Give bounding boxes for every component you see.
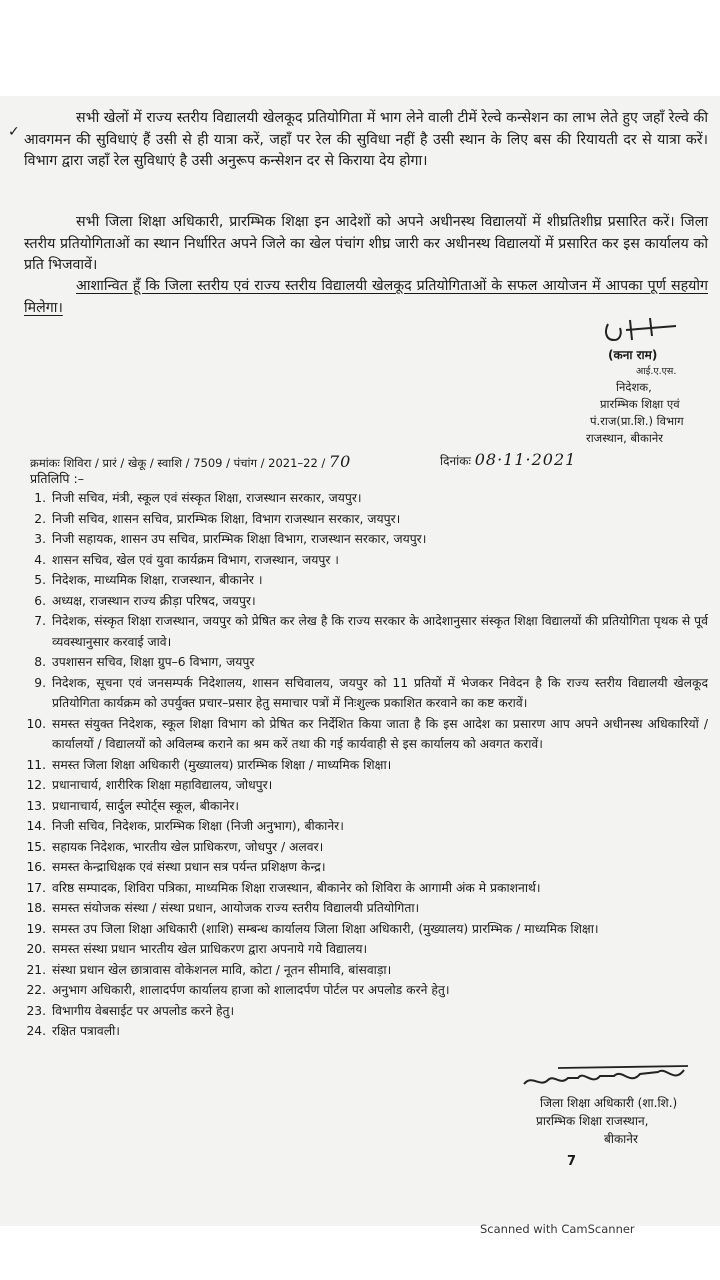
copy-recipient-number: 4. [34,552,46,567]
reference-number [30,452,351,471]
copy-recipient-item [22,857,708,878]
copy-recipient-text: अनुभाग अधिकारी, शालादर्पण कार्यालय हाजा को शालादर्पण पोर्टल पर अपलोड करने हेतु। [52,983,450,997]
copy-recipient-number: 18. [26,901,46,915]
copy-recipient-text: निजी सहायक, शासन उप सचिव, प्रारम्भिक शिक्षा विभाग, राजस्थान सरकार, जयपुर। [52,532,427,546]
copy-recipient-number: 8. [34,655,46,669]
copy-recipient-item [22,939,708,960]
paragraph-concession: सभी खेलों में राज्य स्तरीय विद्यालयी खेलकूद प्रतियोगिता में भाग लेने वाली टीमें रेल्वे कन्सेशन का लाभ लेते हुए जहाँ रेल्वे की आवगमन की सुविधाएं हैं उसी से ही यात्रा करें, जहाँ पर रेल की सुविधा नहीं है उसी स्थान के लिए बस की रियायती दर से यात्रा करें। विभाग द्वारा जहाँ रेल सुविधाएं है उसी अनुरूप कन्सेशन दर से किराया देय होगा। [24,110,708,169]
copy-recipient-number: 3. [34,532,46,546]
paragraph-cooperation: आशान्वित हूँ कि जिला स्तरीय एवं राज्य स्तरीय विद्यालयी खेलकूद प्रतियोगिताओं के सफल आयोजन में आपका पूर्ण सहयोग मिलेगा। [24,278,708,316]
copy-recipient-number: 7. [34,614,46,628]
copy-recipient-text: सहायक निदेशक, भारतीय खेल प्राधिकरण, जोधपुर / अलवर। [52,839,324,854]
copy-recipient-item [22,509,708,530]
copy-recipient-number: 2. [34,511,46,526]
copy-recipient-item [22,919,708,940]
copy-recipient-item [22,529,708,550]
copy-recipient-text: रक्षित पत्रावली। [52,1024,120,1038]
copy-recipient-number: 9. [34,675,46,690]
copy-recipient-text: निजी सचिव, निदेशक, प्रारम्भिक शिक्षा (निजी अनुभाग), बीकानेर। [52,819,344,833]
copy-recipient-number: 14. [26,819,46,833]
reference-number-text: क्रमांकः शिविरा / प्रारं / खेकू / स्वाशि / 7509 / पंचांग / 2021–22 / [30,456,326,470]
director-dept-line2: पं.राज(प्रा.शि.) विभाग [590,414,684,428]
copy-recipient-item [22,673,708,714]
director-place: राजस्थान, बीकानेर [586,431,663,445]
copy-recipient-text: प्रधानाचार्य, शारीरिक शिक्षा महाविद्यालय, जोधपुर। [52,778,273,792]
copy-recipient-number: 19. [26,921,46,936]
copy-recipient-item [22,1021,708,1042]
copy-recipient-number: 5. [34,573,46,587]
copy-recipient-item [22,816,708,837]
copy-recipient-text: निदेशक, सूचना एवं जनसम्पर्क निदेशालय, शासन सचिवालय, जयपुर को 11 प्रतियों में भेजकर निवेदन है कि राज्य स्तरीय विद्यालयी खेलकूद प्रतियोगिता कार्यक्रम को उपर्युक्त प्रचार–प्रसार हेतु समाचार पत्रों में निःशुल्क प्रकाशित करवाने का कष्ट करावें। [52,675,708,710]
date-label: दिनांकः [440,454,471,468]
copy-recipient-number: 13. [26,798,46,813]
copy-recipient-text: समस्त संयोजक संस्था / संस्था प्रधान, आयोजक राज्य स्तरीय विद्यालयी प्रतियोगिता। [52,901,420,915]
director-service: आई.ए.एस. [636,366,677,377]
copy-recipient-item [22,611,708,652]
copy-recipient-text: समस्त संस्था प्रधान भारतीय खेल प्राधिकरण द्वारा अपनाये गये विद्यालय। [52,942,368,956]
copy-recipient-item [22,960,708,981]
page-number: 7 [567,1154,577,1169]
copy-recipient-text: संस्था प्रधान खेल छात्रावास वोकेशनल मावि, कोटा / नूतन सीमावि, बांसवाड़ा। [52,962,392,977]
copy-recipient-item [22,488,708,509]
top-blank-strip [0,0,720,96]
pratilipi-label: प्रतिलिपि :– [30,471,84,486]
date-block [440,450,576,469]
copy-recipient-item [22,837,708,858]
copy-recipient-number: 23. [26,1003,46,1018]
copy-recipient-text: समस्त उप जिला शिक्षा अधिकारी (शाशि) सम्बन्ध कार्यालय जिला शिक्षा अधिकारी, (मुख्यालय) प्रारम्भिक / माध्यमिक शिक्षा। [52,921,599,936]
copy-recipient-text: निजी सचिव, मंत्री, स्कूल एवं संस्कृत शिक्षा, राजस्थान सरकार, जयपुर। [52,491,362,505]
copy-recipient-item [22,755,708,776]
copy-recipients-list [22,488,708,1042]
copy-recipient-item [22,550,708,571]
copy-recipient-text: अध्यक्ष, राजस्थान राज्य क्रीड़ा परिषद, जयपुर। [52,593,256,608]
copy-recipient-number: 16. [26,860,46,874]
copy-recipient-number: 20. [26,942,46,956]
copy-recipient-text: शासन सचिव, खेल एवं युवा कार्यक्रम विभाग, राजस्थान, जयपुर । [52,552,339,567]
copy-recipient-number: 21. [26,962,46,977]
copy-recipient-number: 17. [26,880,46,895]
copy-recipient-number: 10. [26,716,46,731]
copy-recipient-number: 6. [34,593,46,608]
copy-recipient-item [22,796,708,817]
copy-recipient-number: 22. [26,983,46,997]
copy-recipient-number: 24. [26,1024,46,1038]
deo-dept: प्रारम्भिक शिक्षा राजस्थान, [536,1114,649,1128]
copy-recipient-text: प्रधानाचार्य, सार्दुल स्पोर्ट्स स्कूल, बीकानेर। [52,798,240,813]
check-mark-icon: ✓ [8,124,20,140]
copy-recipient-number: 11. [26,757,46,772]
deo-signature-icon [518,1058,698,1098]
copy-recipient-number: 1. [34,491,46,505]
deo-place: बीकानेर [604,1132,638,1146]
copy-recipient-item [22,591,708,612]
copy-recipient-item [22,775,708,796]
copy-recipient-number: 12. [26,778,46,792]
copy-recipient-item [22,714,708,755]
copy-recipient-text: निदेशक, माध्यमिक शिक्षा, राजस्थान, बीकानेर । [52,573,263,587]
copy-recipient-item [22,570,708,591]
copy-recipient-item [22,898,708,919]
director-name: (कना राम) [608,348,658,362]
copy-recipient-item [22,980,708,1001]
copy-recipient-text: विभागीय वेबसाईट पर अपलोड करने हेतु। [52,1003,235,1018]
copy-recipient-item [22,878,708,899]
copy-recipient-text: समस्त जिला शिक्षा अधिकारी (मुख्यालय) प्रारम्भिक शिक्षा / माध्यमिक शिक्षा। [52,757,392,772]
copy-recipient-item [22,1001,708,1022]
copy-recipient-item [22,652,708,673]
copy-recipient-number: 15. [26,839,46,854]
director-signature-icon [600,314,684,350]
copy-recipient-text: समस्त केन्द्राधिक्षक एवं संस्था प्रधान सत्र पर्यन्त प्रशिक्षण केन्द्र। [52,860,326,874]
copy-recipient-text: समस्त संयुक्त निदेशक, स्कूल शिक्षा विभाग को प्रेषित कर निर्देशित किया जाता है कि इस आदेश का प्रसारण आप अपने अधीनस्थ अधिकारियों / कार्यालयों / विद्यालयों को अविलम्ब कराने का श्रम करें तथा की गई कार्यवाही से इस कार्यालय को अवगत करावें। [52,716,708,751]
paragraph-deo-instructions: सभी जिला शिक्षा अधिकारी, प्रारम्भिक शिक्षा इन आदेशों को अपने अधीनस्थ विद्यालयों में शीघ्रतिशीघ्र प्रसारित करें। जिला स्तरीय प्रतियोगिताओं का स्थान निर्धारित अपने जिले का खेल पंचांग शीघ्र जारी कर अधीनस्थ विद्यालयों में प्रसारित कर इस कार्यालय को प्रति भिजवावें। [24,214,708,273]
date-value: 08·11·2021 [474,450,577,469]
reference-number-handwritten: 70 [328,452,352,471]
copy-recipient-text: निदेशक, संस्कृत शिक्षा राजस्थान, जयपुर को प्रेषित कर लेख है कि राज्य सरकार के आदेशानुसार संस्कृत शिक्षा विद्यालयों की प्रतियोगिता पृथक से पूर्व व्यवस्थानुसार करवाई जावे। [52,614,708,649]
director-title: निदेशक, [616,380,652,394]
copy-recipient-text: उपशासन सचिव, शिक्षा ग्रुप–6 विभाग, जयपुर [52,655,255,669]
director-dept-line1: प्रारम्भिक शिक्षा एवं [600,397,680,411]
copy-recipient-text: वरिष्ठ सम्पादक, शिविरा पत्रिका, माध्यमिक शिक्षा राजस्थान, बीकानेर को शिविरा के आगामी अंक मे प्रकाशनार्थ। [52,880,541,895]
copy-recipient-text: निजी सचिव, शासन सचिव, प्रारम्भिक शिक्षा, विभाग राजस्थान सरकार, जयपुर। [52,511,401,526]
deo-title: जिला शिक्षा अधिकारी (शा.शि.) [540,1096,678,1110]
scanner-watermark: Scanned with CamScanner [480,1222,635,1236]
